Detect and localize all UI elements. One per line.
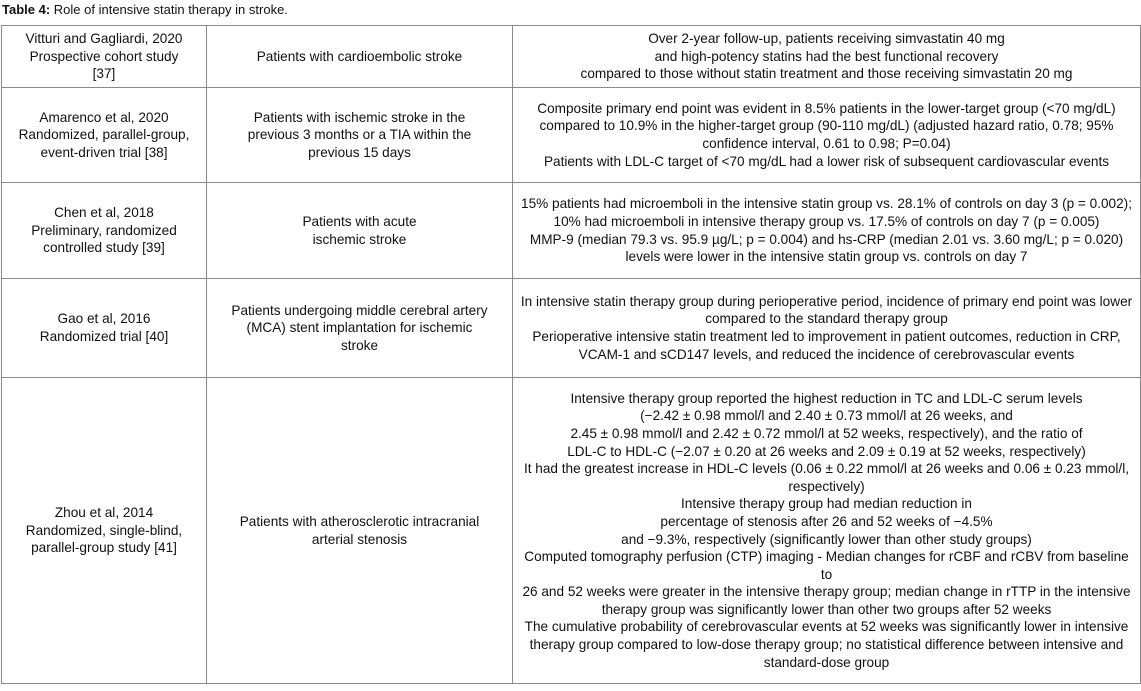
population-line: stroke <box>340 337 379 353</box>
outcome-line: and high-potency statins had the best functional recovery <box>654 48 999 64</box>
outcome-cell <box>513 183 1141 279</box>
outcome-line: Computed tomography perfusion (CTP) imaging - Median changes for rCBF and rCBV from baseline to <box>524 549 1129 582</box>
outcome-line: Patients with LDL-C target of <70 mg/dL had a lower risk of subsequent cardiovascular events <box>543 153 1110 169</box>
study-line: Vitturi and Gagliardi, 2020 <box>25 31 183 47</box>
study-cell <box>2 183 207 279</box>
outcome-line: (−2.42 ± 0.98 mmol/l and 2.40 ± 0.73 mmol/l at 26 weeks, and <box>640 408 1013 424</box>
study-line: event-driven trial [38] <box>40 144 168 160</box>
population-cell <box>207 279 513 378</box>
study-line: [37] <box>92 66 116 82</box>
study-line: Randomized, single-blind, <box>25 522 183 538</box>
population-line: arterial stenosis <box>311 531 408 547</box>
outcome-cell <box>513 279 1141 378</box>
population-cell <box>207 183 513 279</box>
study-line: Gao et al, 2016 <box>57 311 151 327</box>
outcome-line: LDL-C to HDL-C (−2.07 ± 0.20 at 26 weeks and 2.09 ± 0.19 at 52 weeks, respectively) <box>567 443 1086 459</box>
study-line: parallel-group study [41] <box>31 540 177 556</box>
outcome-line: 2.45 ± 0.98 mmol/l and 2.42 ± 0.72 mmol/l at 52 weeks, respectively), and the ratio of <box>570 425 1083 441</box>
outcome-line: Intensive therapy group had median reduction in <box>681 496 972 512</box>
population-line: ischemic stroke <box>312 231 407 247</box>
table-row <box>2 26 1141 88</box>
outcome-line: and −9.3%, respectively (significantly lower than other study groups) <box>621 531 1032 547</box>
population-line: Patients with ischemic stroke in the <box>253 109 466 125</box>
study-cell <box>2 378 207 684</box>
population-line: previous 3 months or a TIA within the <box>247 127 472 143</box>
outcome-line: Intensive therapy group reported the highest reduction in TC and LDL-C serum levels <box>570 390 1083 406</box>
study-line: Randomized trial [40] <box>39 329 169 344</box>
outcome-line: percentage of stenosis after 26 and 52 weeks of −4.5% <box>660 513 993 529</box>
outcome-cell <box>513 26 1141 88</box>
study-cell <box>2 279 207 378</box>
outcome-cell <box>513 88 1141 183</box>
outcome-line: Composite primary end point was evident in 8.5% patients in the lower-target group (<70 mg/dL) compared to 10.9% in the higher-target group (90-110 mg/dL) (adjusted hazard ratio, 0.78; 95% confidence interval, 0.61 to 0.98; P=0.04) <box>537 100 1116 151</box>
population-line: previous 15 days <box>308 144 411 160</box>
study-line: Zhou et al, 2014 <box>54 505 154 521</box>
table-row <box>2 183 1141 279</box>
population-cell <box>207 378 513 684</box>
outcome-line: Over 2-year follow-up, patients receiving simvastatin 40 mg <box>648 31 1005 47</box>
outcome-line: In intensive statin therapy group during perioperative period, incidence of primary end point was lower compared to the standard therapy group <box>520 293 1133 327</box>
outcome-line: MMP-9 (median 79.3 vs. 95.9 µg/L; p = 0.004) and hs-CRP (median 2.01 vs. 3.60 mg/L; p = 0.020) levels were lower in the intensive statin group vs. controls on day 7 <box>529 231 1124 265</box>
population-line: Patients undergoing middle cerebral artery <box>231 302 488 318</box>
study-line: Randomized, parallel-group, <box>18 127 190 143</box>
statin-therapy-table <box>1 25 1141 684</box>
outcome-cell <box>513 378 1141 684</box>
study-line: Prospective cohort study <box>29 48 179 64</box>
population-line: (MCA) stent implantation for ischemic <box>246 320 473 336</box>
population-cell <box>207 26 513 88</box>
table-caption-text: Role of intensive statin therapy in stroke. <box>50 2 288 17</box>
outcome-line: compared to those without statin treatment and those receiving simvastatin 20 mg <box>580 66 1073 82</box>
table-row <box>2 279 1141 378</box>
study-line: Amarenco et al, 2020 <box>39 109 169 125</box>
table-row <box>2 378 1141 684</box>
table-caption <box>2 1 288 19</box>
study-cell <box>2 26 207 88</box>
population-line: Patients with atherosclerotic intracranial <box>239 513 480 529</box>
table-row <box>2 88 1141 183</box>
outcome-line: The cumulative probability of cerebrovascular events at 52 weeks was significantly lower in intensive therapy group compared to low-dose therapy group; no statistical difference between intensive and standard-dose group <box>524 619 1129 670</box>
study-line: Chen et al, 2018 <box>54 205 154 221</box>
table-caption-label: Table 4: <box>2 2 51 17</box>
population-line: Patients with acute <box>302 213 417 229</box>
outcome-line: Perioperative intensive statin treatment led to improvement in patient outcomes, reduction in CRP, VCAM-1 and sCD147 levels, and reduced the incidence of cerebrovascular events <box>532 329 1121 362</box>
study-line: controlled study [39] <box>43 240 165 256</box>
population-line: Patients with cardioembolic stroke <box>256 48 463 64</box>
study-cell <box>2 88 207 183</box>
outcome-line: 15% patients had microemboli in the intensive statin group vs. 28.1% of controls on day 3 (p = 0.002); 10% had microemboli in intensive therapy group vs. 17.5% of controls on day 7 (p = 0.005) <box>521 196 1132 229</box>
outcome-line: It had the greatest increase in HDL-C levels (0.06 ± 0.22 mmol/l at 26 weeks and 0.06 ± 0.23 mmol/l, respectively) <box>523 461 1130 494</box>
outcome-line: 26 and 52 weeks were greater in the intensive therapy group; median change in rTTP in the intensive therapy group was significantly lower than other two groups after 52 weeks <box>522 584 1131 617</box>
study-line: Preliminary, randomized <box>31 222 177 238</box>
population-cell <box>207 88 513 183</box>
